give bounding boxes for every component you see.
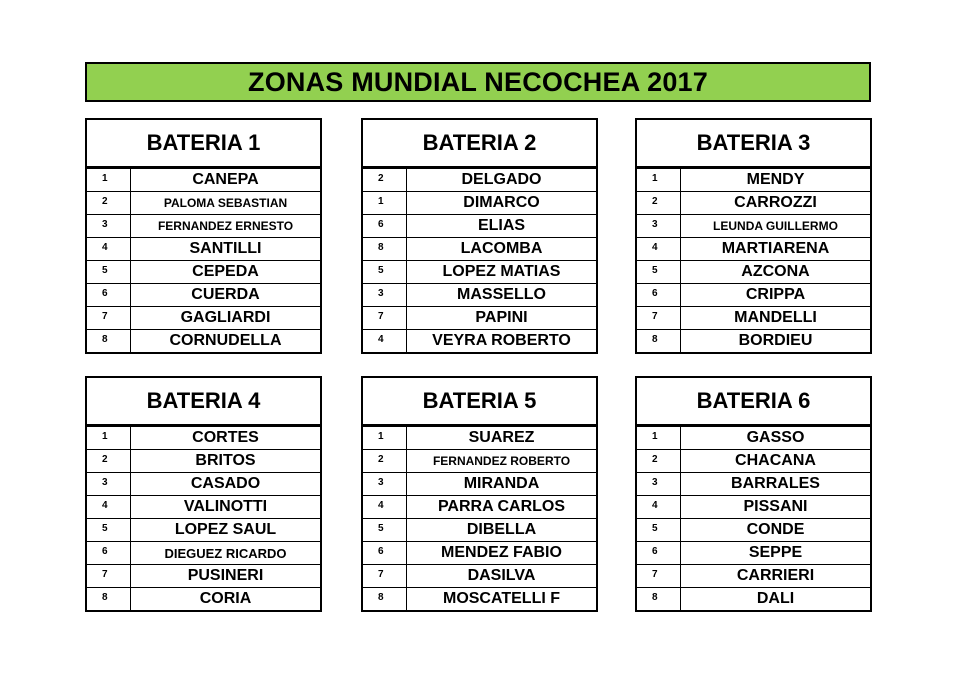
table-row: [363, 306, 596, 329]
row-number: 1: [87, 427, 131, 449]
table-row: [637, 306, 870, 329]
table-row: [363, 426, 596, 449]
participant-name: CORIA: [199, 590, 252, 607]
participant-name: GASSO: [746, 429, 805, 446]
table-row: [637, 449, 870, 472]
page-title: ZONAS MUNDIAL NECOCHEA 2017: [85, 62, 871, 102]
row-number: 4: [87, 238, 131, 260]
table-row: [363, 283, 596, 306]
row-number: 2: [637, 450, 681, 472]
table-row: [87, 426, 320, 449]
table-row: [87, 449, 320, 472]
participant-name: BARRALES: [731, 475, 820, 492]
table-row: [363, 472, 596, 495]
row-number: 5: [87, 519, 131, 541]
participant-name: DIBELLA: [466, 521, 537, 538]
battery-title: BATERIA 2: [363, 120, 596, 168]
table-row: [637, 214, 870, 237]
table-row: [87, 237, 320, 260]
row-number: 8: [363, 238, 407, 260]
table-row: [87, 191, 320, 214]
participant-name: CUERDA: [191, 286, 260, 303]
table-row: [363, 260, 596, 283]
participant-name: CHACANA: [735, 452, 816, 469]
table-row: [87, 495, 320, 518]
table-row: [363, 168, 596, 191]
battery-title: BATERIA 5: [363, 378, 596, 426]
table-row: [363, 237, 596, 260]
table-row: [637, 587, 870, 610]
row-number: 1: [363, 427, 407, 449]
participant-name: PUSINERI: [187, 567, 264, 584]
row-number: 2: [637, 192, 681, 214]
row-number: 7: [363, 307, 407, 329]
table-row: [363, 541, 596, 564]
table-row: [637, 237, 870, 260]
participant-name: FERNANDEZ ROBERTO: [432, 454, 571, 468]
table-row: [87, 214, 320, 237]
battery-title: BATERIA 4: [87, 378, 320, 426]
table-row: [363, 495, 596, 518]
row-number: 5: [87, 261, 131, 283]
row-number: 7: [637, 307, 681, 329]
row-number: 6: [87, 284, 131, 306]
table-row: [637, 541, 870, 564]
table-row: [363, 214, 596, 237]
row-number: 7: [637, 565, 681, 587]
participant-name: PALOMA SEBASTIAN: [163, 196, 288, 210]
row-number: 6: [363, 542, 407, 564]
row-number: 5: [363, 261, 407, 283]
battery-table: [85, 376, 322, 612]
battery-table: [635, 376, 872, 612]
table-row: [363, 449, 596, 472]
row-number: 3: [637, 473, 681, 495]
participant-name: CARROZZI: [734, 194, 817, 211]
row-number: 4: [363, 330, 407, 352]
row-number: 7: [363, 565, 407, 587]
row-number: 2: [363, 169, 407, 191]
participant-name: CORTES: [192, 429, 259, 446]
battery-table: [361, 118, 598, 354]
table-row: [87, 472, 320, 495]
participant-name: GAGLIARDI: [180, 309, 271, 326]
table-row: [637, 472, 870, 495]
table-row: [637, 426, 870, 449]
participant-name: SUAREZ: [468, 429, 535, 446]
battery-table: [635, 118, 872, 354]
row-number: 2: [363, 450, 407, 472]
row-number: 8: [87, 588, 131, 610]
table-row: [363, 329, 596, 352]
participant-name: PISSANI: [743, 498, 808, 515]
participant-name: MIRANDA: [463, 475, 540, 492]
participant-name: BORDIEU: [738, 332, 813, 349]
table-row: [87, 587, 320, 610]
row-number: 6: [637, 542, 681, 564]
participant-name: LACOMBA: [460, 240, 543, 257]
row-number: 1: [363, 192, 407, 214]
row-number: 7: [87, 565, 131, 587]
table-row: [637, 564, 870, 587]
table-row: [87, 283, 320, 306]
row-number: 7: [87, 307, 131, 329]
battery-title: BATERIA 6: [637, 378, 870, 426]
participant-name: CASADO: [190, 475, 261, 492]
battery-title: BATERIA 1: [87, 120, 320, 168]
table-row: [637, 518, 870, 541]
row-number: 4: [637, 496, 681, 518]
table-row: [363, 564, 596, 587]
participant-name: MARTIARENA: [721, 240, 830, 257]
participant-name: ELIAS: [477, 217, 526, 234]
row-number: 6: [363, 215, 407, 237]
participant-name: MENDY: [746, 171, 805, 188]
row-number: 5: [637, 261, 681, 283]
participant-name: DIEGUEZ RICARDO: [164, 545, 287, 561]
table-row: [87, 306, 320, 329]
row-number: 6: [637, 284, 681, 306]
battery-table: [361, 376, 598, 612]
participant-name: DALI: [756, 590, 795, 607]
battery-title: BATERIA 3: [637, 120, 870, 168]
participant-name: DIMARCO: [463, 194, 540, 211]
table-row: [87, 329, 320, 352]
row-number: 8: [87, 330, 131, 352]
row-number: 3: [363, 473, 407, 495]
participant-name: SANTILLI: [189, 240, 262, 257]
row-number: 1: [637, 169, 681, 191]
row-number: 8: [363, 588, 407, 610]
participant-name: AZCONA: [741, 263, 810, 280]
participant-name: MOSCATELLI F: [442, 590, 561, 607]
table-row: [637, 191, 870, 214]
table-row: [87, 541, 320, 564]
participant-name: PAPINI: [475, 309, 528, 326]
row-number: 3: [87, 473, 131, 495]
row-number: 3: [87, 215, 131, 237]
row-number: 1: [637, 427, 681, 449]
participant-name: BRITOS: [195, 452, 256, 469]
participant-name: VALINOTTI: [183, 498, 268, 515]
battery-table: [85, 118, 322, 354]
participant-name: CARRIERI: [736, 567, 815, 584]
table-row: [87, 564, 320, 587]
participant-name: MANDELLI: [734, 309, 817, 326]
participant-name: DASILVA: [467, 567, 536, 584]
participant-name: MASSELLO: [457, 286, 546, 303]
participant-name: PARRA CARLOS: [437, 498, 566, 515]
participant-name: SEPPE: [748, 544, 803, 561]
table-row: [637, 168, 870, 191]
participant-name: CANEPA: [192, 171, 259, 188]
participant-name: LOPEZ MATIAS: [442, 263, 561, 280]
table-row: [637, 283, 870, 306]
row-number: 2: [87, 192, 131, 214]
table-row: [637, 329, 870, 352]
row-number: 3: [363, 284, 407, 306]
row-number: 3: [637, 215, 681, 237]
table-row: [637, 495, 870, 518]
table-row: [637, 260, 870, 283]
table-row: [363, 518, 596, 541]
participant-name: LEUNDA GUILLERMO: [713, 219, 838, 233]
participant-name: CONDE: [746, 521, 805, 538]
participant-name: CORNUDELLA: [169, 332, 282, 349]
table-row: [87, 260, 320, 283]
participant-name: VEYRA ROBERTO: [432, 332, 571, 349]
participant-name: FERNANDEZ ERNESTO: [157, 219, 294, 233]
participant-name: CRIPPA: [745, 286, 806, 303]
table-row: [363, 191, 596, 214]
row-number: 8: [637, 330, 681, 352]
participant-name: LOPEZ SAUL: [174, 521, 277, 538]
table-row: [87, 168, 320, 191]
row-number: 6: [87, 542, 131, 564]
row-number: 5: [363, 519, 407, 541]
row-number: 1: [87, 169, 131, 191]
table-row: [363, 587, 596, 610]
row-number: 4: [363, 496, 407, 518]
row-number: 2: [87, 450, 131, 472]
participant-name: MENDEZ FABIO: [441, 544, 562, 561]
row-number: 4: [637, 238, 681, 260]
table-row: [87, 518, 320, 541]
row-number: 8: [637, 588, 681, 610]
participant-name: CEPEDA: [192, 263, 259, 280]
participant-name: DELGADO: [461, 171, 542, 188]
row-number: 5: [637, 519, 681, 541]
row-number: 4: [87, 496, 131, 518]
